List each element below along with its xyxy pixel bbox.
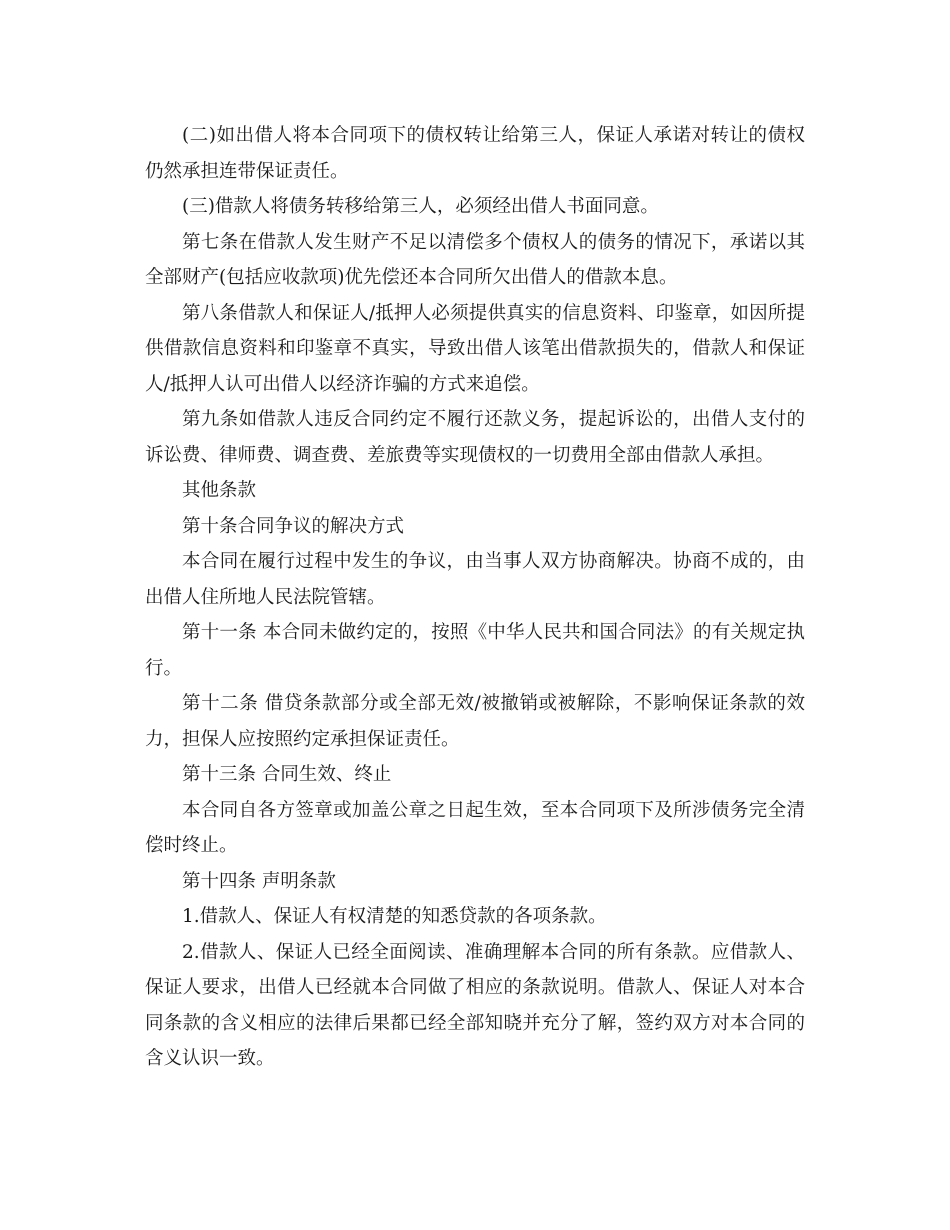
paragraph-article-12: 第十二条 借贷条款部分或全部无效/被撤销或被解除，不影响保证条款的效力，担保人应按照约定承担保证责任。 (145, 693, 805, 750)
paragraph-article-10-title: 第十条合同争议的解决方式 (182, 515, 405, 537)
paragraph-article-9: 第九条如借款人违反合同约定不履行还款义务，提起诉讼的，出借人支付的诉讼费、律师费、调查费、差旅费等实现债权的一切费用全部由借款人承担。 (145, 409, 805, 466)
paragraph-declaration-1: 1.借款人、保证人有权清楚的知悉贷款的各项条款。 (182, 906, 607, 927)
paragraph-declaration-2: 2.借款人、保证人已经全面阅读、准确理解本合同的所有条款。应借款人、保证人要求，出借人已经就本合同做了相应的条款说明。借款人、保证人对本合同条款的含义相应的法律后果都已经全部知晓并充分了解，签约双方对本合同的含义认识一致。 (145, 941, 805, 1069)
paragraph-article-14-title: 第十四条 声明条款 (182, 870, 336, 892)
section-heading-other-terms: 其他条款 (182, 480, 257, 501)
paragraph-guarantee-transfer: (二)如出借人将本合同项下的债权转让给第三人，保证人承诺对转让的债权仍然承担连带保证责任。 (145, 125, 805, 182)
paragraph-dispute-resolution: 本合同在履行过程中发生的争议，由当事人双方协商解决。协商不成的，由出借人住所地人民法院管辖。 (145, 551, 805, 608)
paragraph-article-7: 第七条在借款人发生财产不足以清偿多个债权人的债务的情况下，承诺以其全部财产(包括应收款项)优先偿还本合同所欠出借人的借款本息。 (145, 231, 805, 288)
paragraph-article-11: 第十一条 本合同未做约定的，按照《中华人民共和国合同法》的有关规定执行。 (145, 622, 805, 679)
document-page (145, 118, 805, 1077)
paragraph-article-13-title: 第十三条 合同生效、终止 (182, 764, 392, 785)
paragraph-effectiveness: 本合同自各方签章或加盖公章之日起生效，至本合同项下及所涉债务完全清偿时终止。 (145, 799, 805, 856)
paragraph-debt-transfer: (三)借款人将债务转移给第三人，必须经出借人书面同意。 (182, 196, 659, 217)
paragraph-article-8: 第八条借款人和保证人/抵押人必须提供真实的信息资料、印鉴章，如因所提供借款信息资料和印鉴章不真实，导致出借人该笔出借款损失的，借款人和保证人/抵押人认可出借人以经济诈骗的方式来追偿。 (145, 302, 805, 395)
